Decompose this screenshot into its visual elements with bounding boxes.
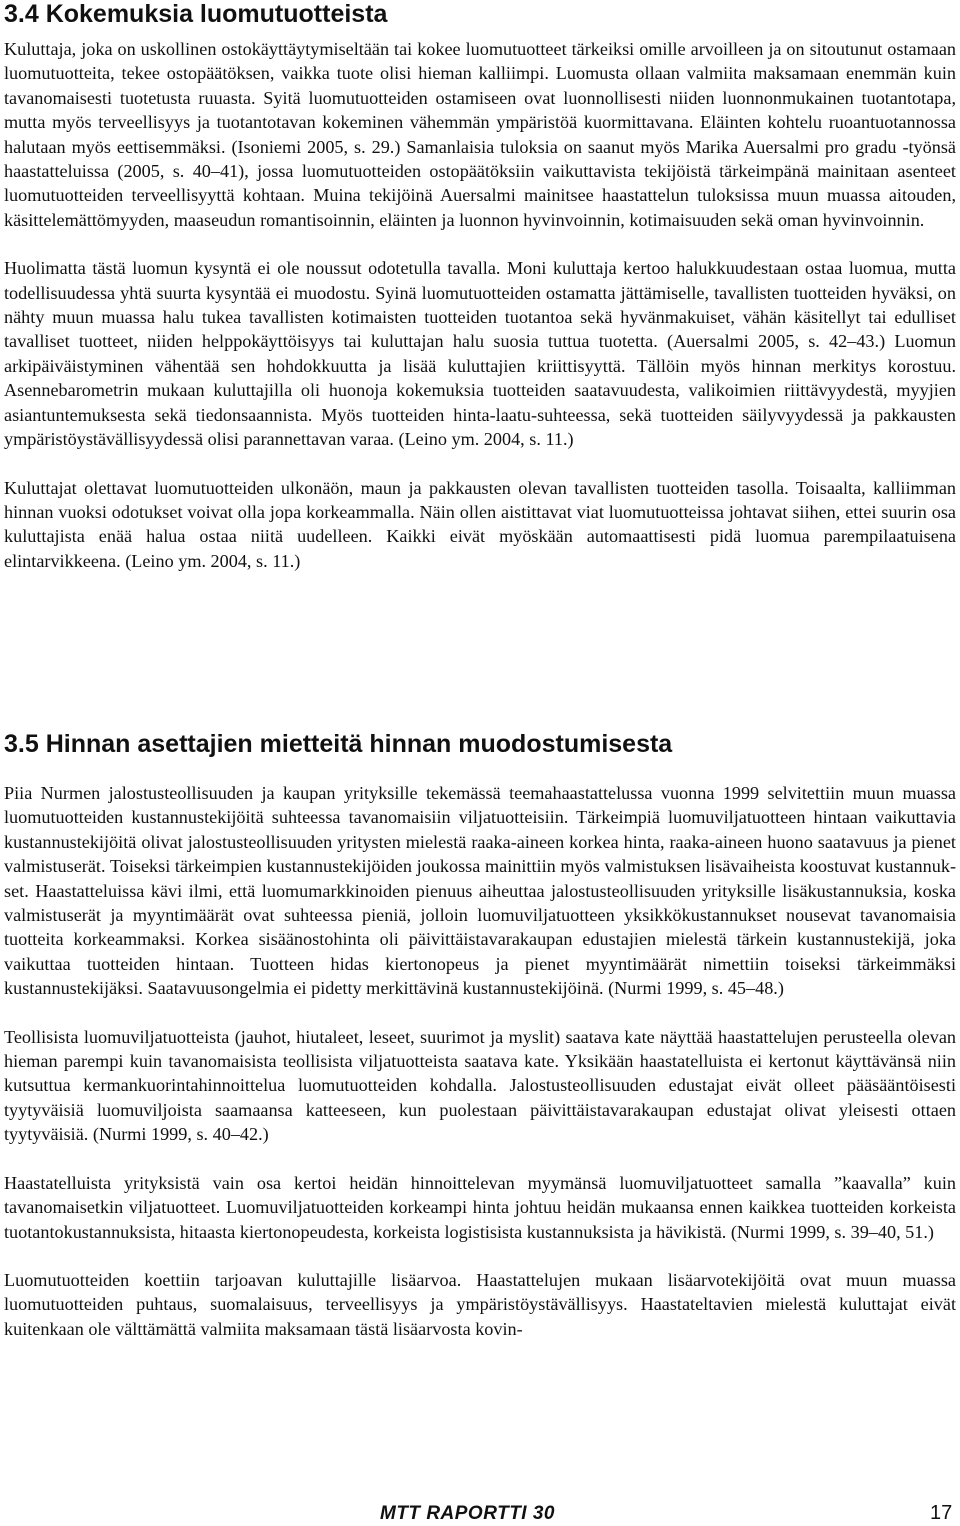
paragraph: Piia Nurmen jalostusteollisuuden ja kaupan yrityksille tekemässä teemahaastattelussa vuonna 1999 selvitettiin muun muassa luomutuotteiden kustannustekijöitä suhteessa tavanomaisiin viljatuotteisiin. Tärkeimpiä luomuviljatuotteen hintaan vaikuttavia kustannustekijöitä olivat jalostusteollisuuden yritysten mielestä raaka-aineen korkea hinta, raaka-aineen huono saatavuus ja pienet valmistuserät. Toiseksi tärkeimpien kustannustekijöiden joukossa mainittiin myös valmistuksen lisävaiheista koostuvat kustannukset. Haastatteluissa kävi ilmi, että luomumarkkinoiden pienuus aiheuttaa jalostusteollisuuden yrityksille lisäkustannuksia, koska valmistuserät ja myyntimäärät ovat suhteessa pieniä, jolloin luomuviljatuotteen yksikkökustannukset nousevat tavanomaisia tuotteita korkeammaksi. Korkea sisäänostohinta oli päivittäistavarakaupan edustajien mielestä tärkein kustannustekijä, joka vaikuttaa tuotteiden hintaan. Tuotteen hidas kiertonopeus ja pienet myyntimäärät nimettiin toiseksi tärkeimmäksi kustannustekijäksi. Saatavuusongelmia ei pidetty merkittävinä kustannustekijöinä. (Nurmi 1999, s. 45–48.) <box>4 783 956 999</box>
page-number: 17 <box>930 1502 953 1524</box>
paragraph: Kuluttaja, joka on uskollinen ostokäyttäytymiseltään tai kokee luomutuotteet tärkeiksi omille arvoilleen ja on sitoutunut ostamaan luomutuotteita, tekee ostopäätöksen, vaikka tuote olisi hieman kalliimpi. Luomusta ollaan valmiita maksamaan enemmän kuin tavanomaisesti tuotetusta ruuasta. Syitä luomutuotteiden ostamiseen ovat luonnollisesti niiden luonnonmukainen tuotantotapa, mutta myös terveellisyys ja tuotantotavan kokeminen vähemmän ympäristöä kuormittavana. Eläinten kohtelu ruoantuotannossa halutaan myös eettisemmäksi. (Isoniemi 2005, s. 29.) Samanlaisia tuloksia on saanut myös Marika Auersalmi pro gradu -työnsä haastatteluissa (2005, s. 40–41), jossa luomutuotteiden ostopäätöksiin vaikuttavista tekijöistä tärkeimpänä mainitaan asenteet luomutuotteiden terveellisyyttä kohtaan. Muina tekijöinä Auersalmi mainitsee haastattelun tuloksissa muun muassa aitouden, käsittelemättömyyden, maaseudun romantisoinnin, eläinten ja luonnon hyvinvoinnin, kotimaisuuden sekä oman hyvinvoinnin. <box>4 39 956 230</box>
footer-brand: MTT RAPORTTI 30 <box>380 1503 555 1524</box>
section-body-3-4 <box>4 37 956 573</box>
paragraph: Luomutuotteiden koettiin tarjoavan kuluttajille lisäarvoa. Haastattelujen mukaan lisäarvotekijöitä ovat muun muassa luomutuotteiden puhtaus, suomalaisuus, terveellisyys ja ympäristöystävällisyys. Haastateltavien mielestä kuluttajat eivät kuitenkaan ole välttämättä valmiita maksamaan tästä lisäarvosta kovin- <box>4 1269 956 1339</box>
section-heading-3-5: 3.5 Hinnan asettajien mietteitä hinnan muodostumisesta <box>4 730 673 758</box>
paragraph: Haastatelluista yrityksistä vain osa kertoi heidän hinnoittelevan myymänsä luomuviljatuotteet samalla ”kaavalla” kuin tavanomaisetkin viljatuotteet. Luomuviljatuotteiden korkeampi hinta johtuu heidän mukaansa ennen kaikkea tuotteiden korkeista tuotantokustannuksista, hitaasta kiertonopeudesta, korkeista logistisista kustannuksista ja hävikistä. (Nurmi 1999, s. 39–40, 51.) <box>4 1172 956 1242</box>
paragraph: Teollisista luomuviljatuotteista (jauhot, hiutaleet, leseet, suurimot ja myslit) saatava kate näyttää haastattelujen perusteella olevan hieman parempi kuin tavanomaisista teollisista viljatuotteista saatava kate. Yksikään haastatelluista ei kertonut käyttävänsä niin kutsuttua kermankuorintahinnoittelua luomutuotteiden kohdalla. Jalostusteollisuuden edustajat eivät olleet pääsääntöisesti tyytyväisiä luomuviljoista saamaansa katteeseen, kun puolestaan päivittäistavarakaupan edustajat olivat yleisesti ottaen tyytyväisiä. (Nurmi 1999, s. 40–42.) <box>4 1026 956 1145</box>
paragraph: Kuluttajat olettavat luomutuotteiden ulkonäön, maun ja pakkausten olevan tavallisten tuotteiden tasolla. Toisaalta, kalliimman hinnan vuoksi odotukset voivat olla jopa korkeammalla. Näin ollen aistittavat viat luomutuotteissa johtavat siihen, ettei suurin osa kuluttajista enää halua ostaa niitä uudelleen. Kaikki eivät myöskään automaattisesti pidä luomua parempilaatuisena elintarvikkeena. (Leino ym. 2004, s. 11.) <box>4 477 956 571</box>
section-heading-3-4: 3.4 Kokemuksia luomutuotteista <box>4 0 388 28</box>
paragraph: Huolimatta tästä luomun kysyntä ei ole noussut odotetulla tavalla. Moni kuluttaja kertoo halukkuudestaan ostaa luomua, mutta todellisuudessa yhtä suurta kysyntää ei muodostu. Syinä luomutuotteiden ostamatta jättämiselle, tavallisten tuotteiden hyväksi, on nähty muun muassa halu tukea tavallisten kotimaisten tuotteiden tuotantoa sekä hyvänmakuiset, vähän käsitellyt tai edulliset tavalliset tuotteet, niiden helppokäyttöisyys tai kuluttajan halu suosia tuttua tuotetta. (Auersalmi 2005, s. 42–43.) Luomun arkipäiväistyminen vähentää sen hohdokkuutta ja lisää kuluttajien kriittisyyttä. Tällöin myös hinnan merkitys korostuu. Asennebarometrin mukaan kuluttajilla oli huonoja kokemuksia tuotteiden saatavuudesta, valikoimien riittävyydestä, myyjien asiantuntemuksesta sekä tiedonsaannista. Myös tuotteiden hinta-laatu-suhteessa, sekä tuotteiden säilyvyydessä ja pakkausten ympäristöystävällisyydessä olisi parannettavan varaa. (Leino ym. 2004, s. 11.) <box>4 258 956 450</box>
section-body-3-5 <box>4 781 956 1341</box>
